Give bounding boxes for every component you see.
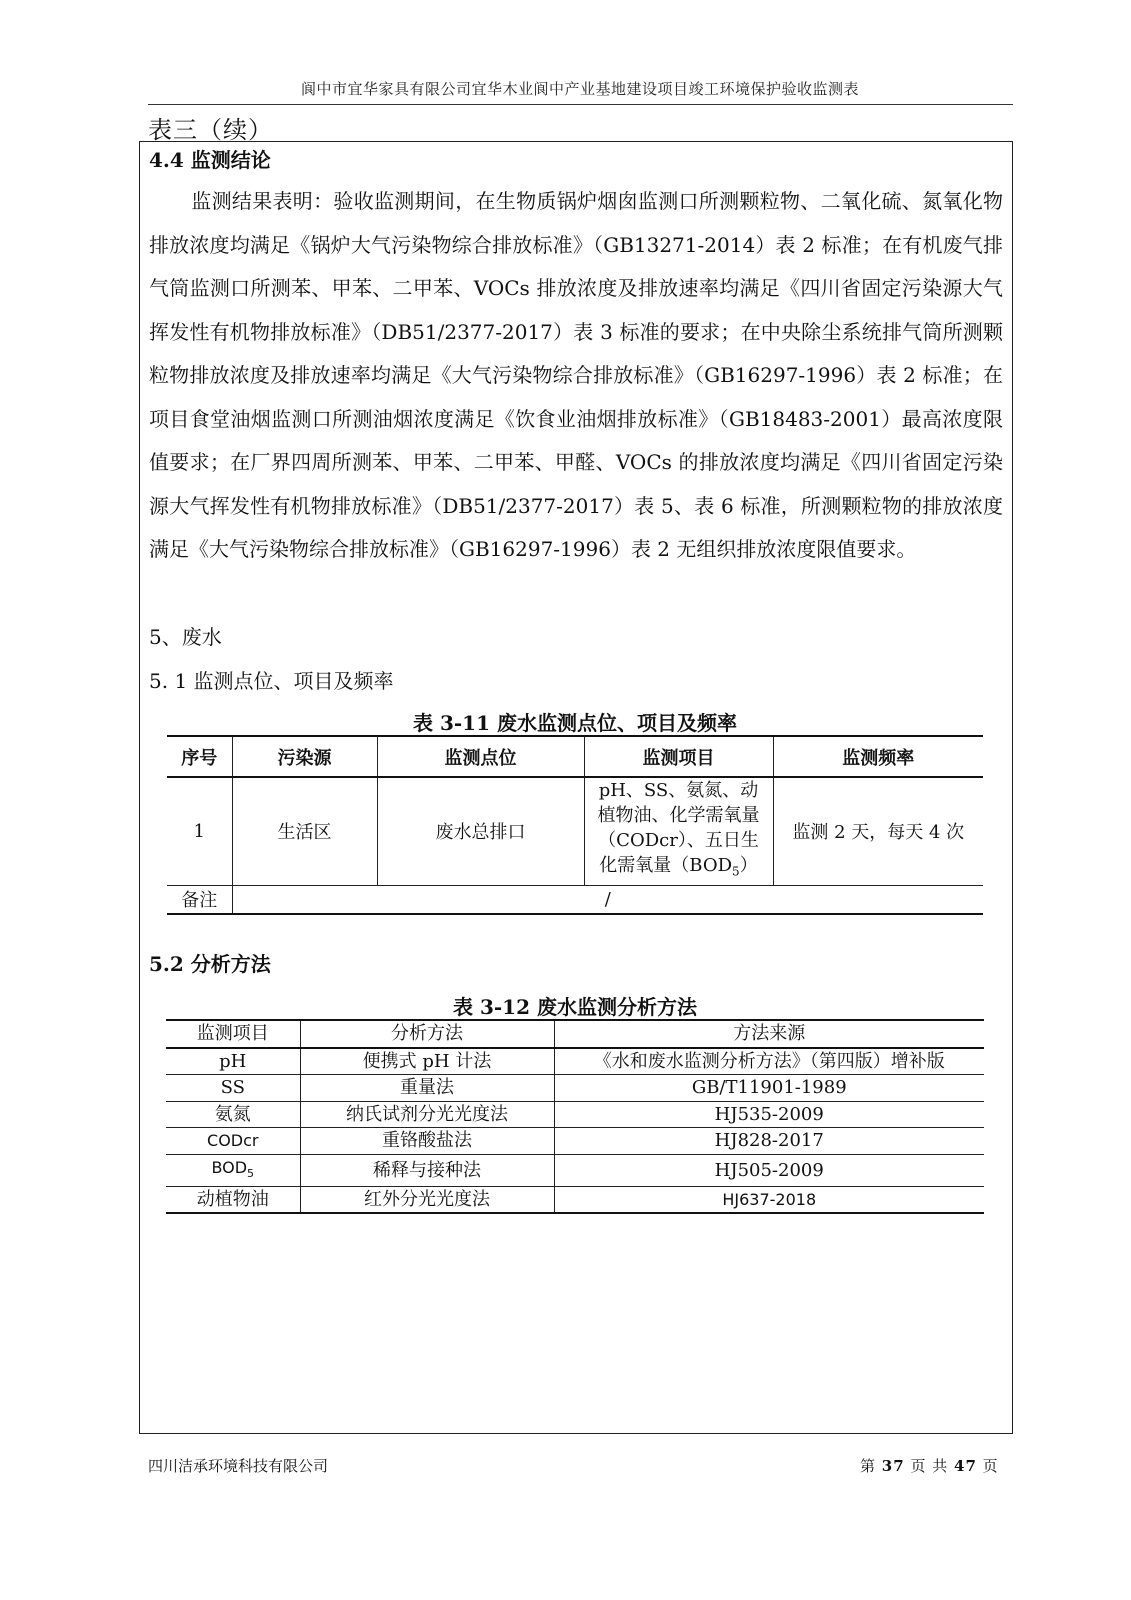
col-header-source: 方法来源 xyxy=(554,1020,984,1048)
heading-4-4: 4.4 监测结论 xyxy=(149,148,271,172)
table-note-row xyxy=(167,885,983,914)
table-row xyxy=(166,1075,984,1102)
col-header-source: 污染源 xyxy=(232,736,377,777)
table-row xyxy=(166,1048,984,1075)
heading-5-1: 5. 1 监测点位、项目及频率 xyxy=(149,669,394,693)
cell-source: HJ828-2017 xyxy=(554,1128,984,1155)
cell-method: 稀释与接种法 xyxy=(300,1154,554,1186)
section-title: 表三（续） xyxy=(148,116,273,144)
table-row xyxy=(166,1101,984,1128)
col-header-point: 监测点位 xyxy=(377,736,584,777)
cell-source: HJ535-2009 xyxy=(554,1101,984,1128)
cell-item: SS xyxy=(166,1075,300,1102)
table1-caption: 表 3-11 废水监测点位、项目及频率 xyxy=(413,711,737,735)
cell-source: HJ637-2018 xyxy=(554,1186,984,1213)
cell-method: 便携式 pH 计法 xyxy=(300,1048,554,1075)
note-value: / xyxy=(232,885,983,914)
cell-source: 生活区 xyxy=(232,777,377,885)
heading-5-2: 5.2 分析方法 xyxy=(149,952,271,976)
col-header-frequency: 监测频率 xyxy=(773,736,983,777)
cell-method: 重量法 xyxy=(300,1075,554,1102)
table-header-row xyxy=(166,1020,984,1048)
table-row xyxy=(166,1128,984,1155)
cell-frequency: 监测 2 天，每天 4 次 xyxy=(773,777,983,885)
col-header-items: 监测项目 xyxy=(584,736,773,777)
table-row xyxy=(166,1154,984,1186)
conclusion-paragraph xyxy=(149,180,1003,572)
cell-source: 《水和废水监测分析方法》（第四版）增补版 xyxy=(554,1048,984,1075)
table-row xyxy=(166,1186,984,1213)
cell-no: 1 xyxy=(167,777,232,885)
cell-source: GB/T11901-1989 xyxy=(554,1075,984,1102)
heading-5: 5、废水 xyxy=(149,625,222,649)
table-row xyxy=(167,777,983,885)
cell-method: 红外分光光度法 xyxy=(300,1186,554,1213)
cell-item: 氨氮 xyxy=(166,1101,300,1128)
cell-method: 纳氏试剂分光光度法 xyxy=(300,1101,554,1128)
header-rule xyxy=(148,104,1013,105)
table2-caption: 表 3-12 废水监测分析方法 xyxy=(453,995,697,1019)
col-header-method: 分析方法 xyxy=(300,1020,554,1048)
cell-method: 重铬酸盐法 xyxy=(300,1128,554,1155)
cell-source: HJ505-2009 xyxy=(554,1154,984,1186)
footer-company: 四川洁承环境科技有限公司 xyxy=(148,1457,329,1475)
table-header-row xyxy=(167,736,983,777)
cell-item: CODcr xyxy=(166,1128,300,1155)
note-label: 备注 xyxy=(167,885,232,914)
cell-item: $BOD_5$ xyxy=(166,1154,300,1186)
analysis-method-table xyxy=(166,1019,984,1214)
page-header: 阆中市宜华家具有限公司宜华木业阆中产业基地建设项目竣工环境保护验收监测表 xyxy=(300,80,859,98)
cell-point: 废水总排口 xyxy=(377,777,584,885)
col-header-item: 监测项目 xyxy=(166,1020,300,1048)
cell-items: pH、SS、氨氮、动 植物油、化学需氧量 （CODcr）、五日生 化需氧量$(BOD_5)$ xyxy=(584,777,773,885)
conclusion-text: 监测结果表明：验收监测期间，在生物质锅炉烟囱监测口所测颗粒物、二氧化硫、氮氧化物排放浓度均满足《锅炉大气污染物综合排放标准》（GB13271-2014）表 2 标准；在有机废气排气筒监测口所测苯、甲苯、二甲苯、VOCs 排放浓度及排放速率均满足《四川省固定污染源大气挥发性有机物排放标准》（DB51/2377-2017）表 3 标准的要求；在中央除尘系统排气筒所测颗粒物排放浓度及排放速率均满足《大气污染物综合排放标准》（GB16297-1996）表 2 标准；在项目食堂油烟监测口所测油烟浓度满足《饮食业油烟排放标准》（GB18483-2001）最高浓度限值要求；在厂界四周所测苯、甲苯、二甲苯、甲醛、VOCs 的排放浓度均满足《四川省固定污染源大气挥发性有机物排放标准》（DB51/2377-2017）表 5、表 6 标准，所测颗粒物的排放浓度满足《大气污染物综合排放标准》（GB16297-1996）表 2 无组织排放浓度限值要求。 xyxy=(149,189,1003,561)
cell-item: 动植物油 xyxy=(166,1186,300,1213)
wastewater-monitoring-table xyxy=(167,735,983,915)
page-number: 第 37 页 共 47 页 xyxy=(860,1457,999,1475)
cell-item: pH xyxy=(166,1048,300,1075)
col-header-no: 序号 xyxy=(167,736,232,777)
